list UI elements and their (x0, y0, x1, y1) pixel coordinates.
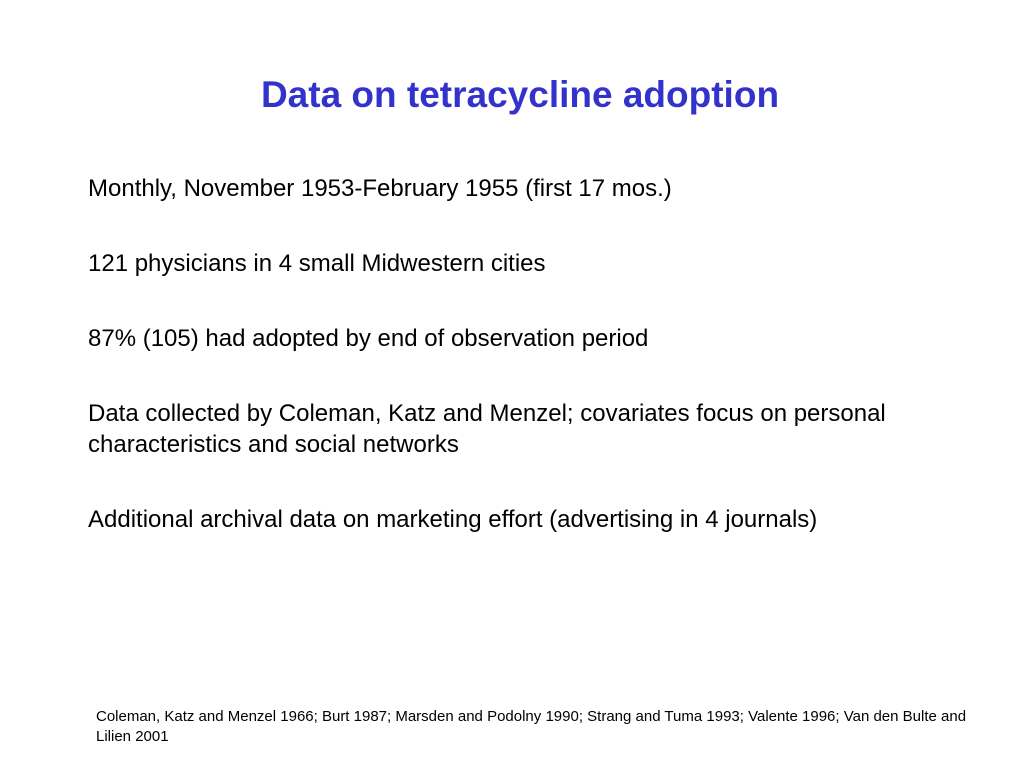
bullet-item-adoption-rate: 87% (105) had adopted by end of observation period (88, 325, 649, 352)
bullet-item-data-source: Data collected by Coleman, Katz and Menzel; covariates focus on personal characteristics and social networks (88, 400, 886, 458)
slide-title: Data on tetracycline adoption (260, 74, 780, 115)
references-footnote: Coleman, Katz and Menzel 1966; Burt 1987; Marsden and Podolny 1990; Strang and Tuma 1993; Valente 1996; Van den Bulte and Lilien 2001 (96, 708, 967, 745)
bullet-item-marketing-data: Additional archival data on marketing effort (advertising in 4 journals) (88, 506, 818, 533)
bullet-item-date-range: Monthly, November 1953-February 1955 (first 17 mos.) (88, 175, 672, 202)
bullet-item-physicians: 121 physicians in 4 small Midwestern cities (88, 250, 546, 277)
bullet-list (88, 173, 988, 535)
